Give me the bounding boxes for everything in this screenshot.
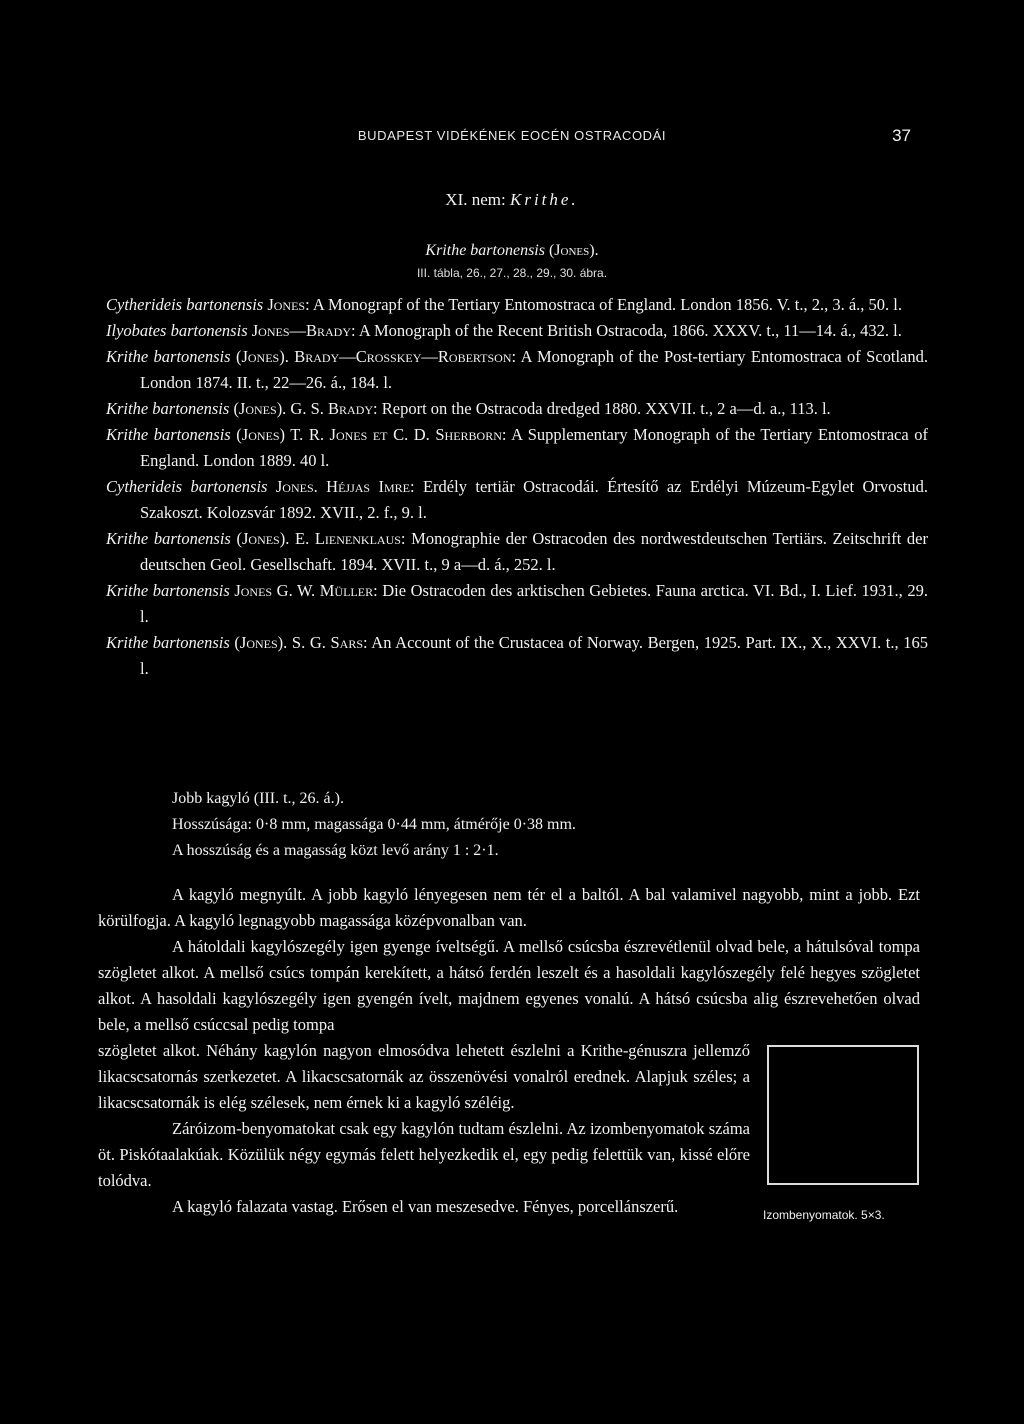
ref-species: Krithe bartonensis — [106, 425, 231, 444]
ref-text: : An Account of the Crustacea of Norway. Bergen, 1925. Part. IX., X., XXVI. t., 165 l. — [140, 633, 929, 678]
paragraph: A kagyló megnyúlt. A jobb kagyló lényegesen nem tér el a baltól. A bal valamivel nagyobb, mint a jobb. Ezt körülfogja. A kagyló legnagyobb magassága középvonalban van. — [98, 885, 920, 930]
reference-entry — [106, 578, 928, 630]
paragraph: szögletet alkot. Néhány kagylón nagyon elmosódva lehetett észlelni a Krithe-génuszra jellemző likacscsatornás szerkezetet. A likacscsatornák az összenövési vonalról erednek. Alapjuk széles; a likacscsatornák is elég szélesek, nem érnek ki a kagyló széléig. — [98, 1041, 750, 1112]
ref-author: (Jones). Brady—Crosskey—Robertson — [235, 347, 512, 366]
species-name: Krithe bartonensis — [425, 242, 545, 259]
ref-species: Cytherideis bartonensis — [106, 295, 264, 314]
section-prefix: XI. nem: — [445, 190, 506, 209]
ref-author: Jones—Brady — [251, 321, 352, 340]
reference-entry — [106, 318, 928, 344]
running-title: BUDAPEST VIDÉKÉNEK EOCÉN OSTRACODÁI — [357, 128, 667, 143]
figure-reference: III. tábla, 26., 27., 28., 29., 30. ábra. — [416, 266, 608, 280]
reference-entry — [106, 292, 928, 318]
ref-author: (Jones) T. R. Jones et C. D. Sherborn — [236, 425, 502, 444]
measurement-line: Jobb kagyló (III. t., 26. á.). — [172, 790, 344, 807]
figure-caption: Izombenyomatok. 5×3. — [763, 1208, 885, 1222]
measurement-line: Hosszúsága: 0·8 mm, magassága 0·44 mm, átmérője 0·38 mm. — [172, 816, 576, 833]
species-heading — [0, 242, 1024, 260]
reference-entry — [106, 396, 928, 422]
ref-text: : Erdély tertiär Ostracodái. Értesítő az Erdélyi Múzeum-Egylet Orvostud. Szakoszt. Kolozsvár 1892. XVII., 2. f., 9. l. — [140, 477, 929, 522]
species-author: (Jones). — [548, 242, 599, 259]
paragraph: Záróizom-benyomatokat csak egy kagylón tudtam észlelni. Az izombenyomatok száma öt. Piskótaalakúak. Közülük négy egymás felett helyezkedik el, egy pedig felettük van, kissé előre tolódva. — [98, 1119, 750, 1190]
page-header — [0, 128, 1024, 150]
reference-entry — [106, 422, 928, 474]
ref-text: : A Monograph of the Recent British Ostracoda, 1866. XXXV. t., 11—14. á., 432. l. — [351, 321, 902, 340]
paragraph: A kagyló falazata vastag. Erősen el van meszesedve. Fényes, porcellánszerű. — [172, 1197, 679, 1216]
ref-species: Krithe bartonensis — [106, 347, 231, 366]
ref-author: Jones G. W. Müller — [234, 581, 374, 600]
ref-species: Krithe bartonensis — [106, 633, 230, 652]
ref-text: : A Supplementary Monograph of the Tertiary Entomostraca of England. London 1889. 40 l. — [140, 425, 928, 470]
ref-species: Krithe bartonensis — [106, 529, 231, 548]
ref-species: Cytherideis bartonensis — [106, 477, 268, 496]
ref-text: : A Monograph of the Post-tertiary Entomostraca of Scotland. London 1874. II. t., 22—26. á., 184. l. — [140, 347, 929, 392]
ref-text: : A Monograpf of the Tertiary Entomostraca of England. London 1856. V. t., 2., 3. á., 50. l. — [305, 295, 902, 314]
ref-text: : Die Ostracoden des arktischen Gebietes. Fauna arctica. VI. Bd., I. Lief. 1931., 29. l. — [140, 581, 928, 626]
ref-species: Krithe bartonensis — [106, 399, 230, 418]
reference-entry — [106, 474, 928, 526]
ref-author: Jones. Héjjas Imre — [275, 477, 410, 496]
ref-author: Jones — [267, 295, 306, 314]
reference-entry — [106, 630, 928, 682]
measurement-line: A hosszúság és a magasság közt levő arány 1 : 2·1. — [172, 842, 499, 859]
synonymy-list — [106, 292, 928, 682]
ref-text: : Monographie der Ostracoden des nordwestdeutschen Tertiärs. Zeitschrift der deutschen Geol. Gesellschaft. 1894. XVII. t., 9 a—d. á., 252. l. — [140, 529, 928, 574]
reference-entry — [106, 344, 928, 396]
paragraph: A hátoldali kagylószegély igen gyenge íveltségű. A mellső csúcsba észrevétlenül olvad bele, a hátulsóval tompa szögletet alkot. A mellső csúcs tompán kerekített, a hátsó ferdén leszelt és a hasoldali kagylószegély felé hegyes szögletet alkot. A hasoldali kagylószegély igen gyengén ívelt, majdnem egyenes vonalú. A hátsó csúcsba alig észrevehetően olvad bele, a mellső csúccsal pedig tompa — [98, 937, 920, 1034]
ref-species: Krithe bartonensis — [106, 581, 230, 600]
muscle-scar-figure — [767, 1045, 919, 1185]
ref-author: (Jones). G. S. Brady — [233, 399, 374, 418]
ref-author: (Jones). E. Lienenklaus — [236, 529, 401, 548]
ref-species: Ilyobates bartonensis — [106, 321, 248, 340]
reference-entry — [106, 526, 928, 578]
measurements-block — [172, 786, 576, 864]
ref-text: : Report on the Ostracoda dredged 1880. XXVII. t., 2 a—d. a., 113. l. — [373, 399, 831, 418]
ref-author: (Jones). S. G. Sars — [234, 633, 363, 652]
page-number: 37 — [892, 126, 911, 145]
genus-name: Krithe. — [509, 190, 579, 209]
section-title — [0, 190, 1024, 210]
